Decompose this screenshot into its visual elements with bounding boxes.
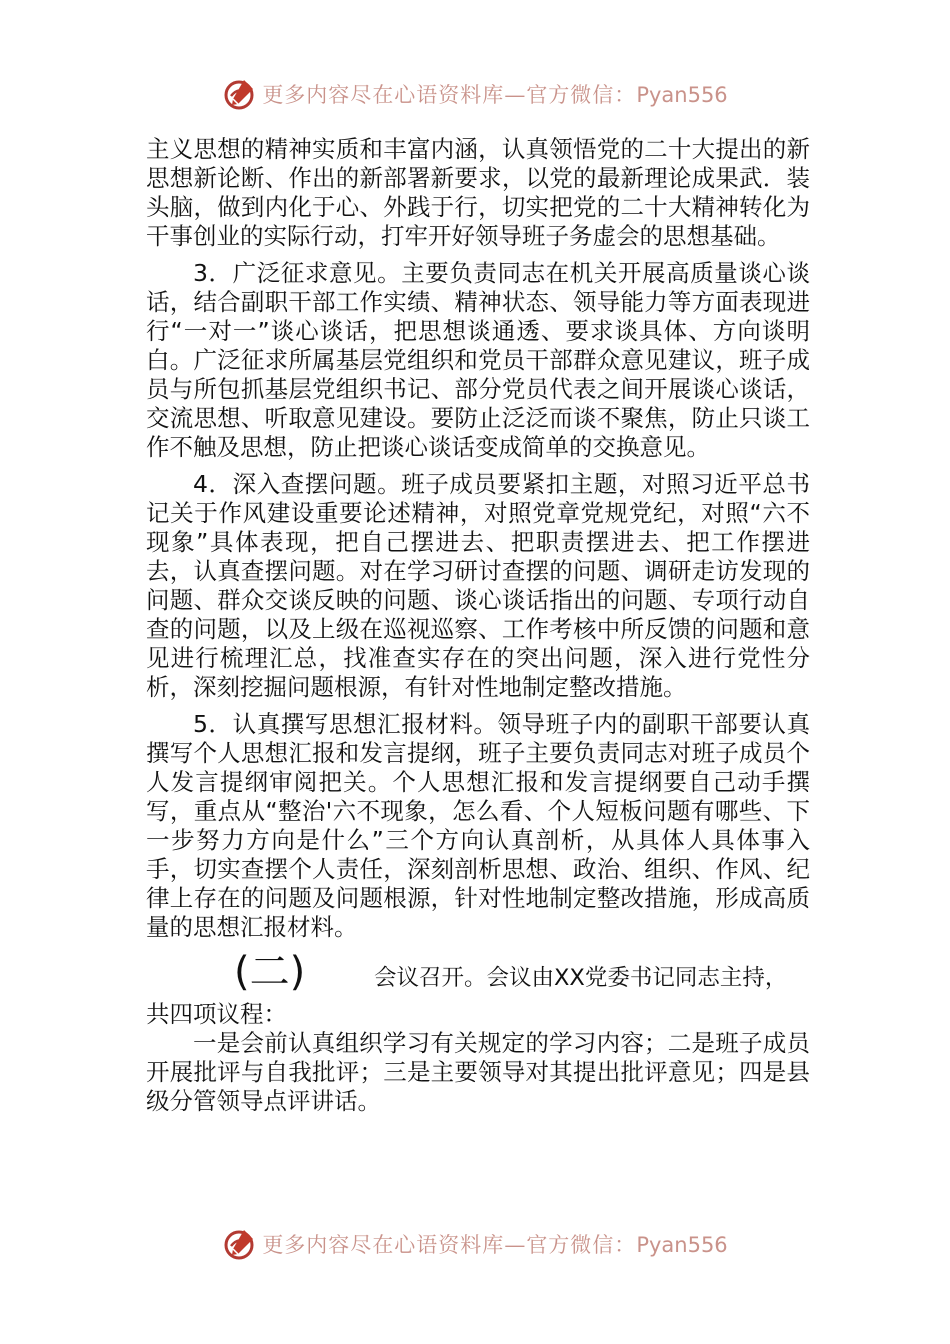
paragraph-item-3: 3．广泛征求意见。主要负责同志在机关开展高质量谈心谈话，结合副职干部工作实绩、精神状态、领导能力等方面表现进行“一对一”谈心谈话，把思想谈通透、要求谈具体、方向谈明白。广泛征求所属基层党组织和党员干部群众意见建议，班子成员与所包抓基层党组织书记、部分党员代表之间开展谈心谈话，交流思想、听取意见建设。要防止泛泛而谈不聚焦，防止只谈工作不触及思想，防止把谈心谈话变成简单的交换意见。 <box>146 259 810 461</box>
watermark-contact-id: Pyan556 <box>636 1233 728 1257</box>
pen-logo-icon <box>222 1226 258 1262</box>
section-body: 一是会前认真组织学习有关规定的学习内容；二是班子成员开展批评与自我批评；三是主要领导对其提出批评意见；四是县级分管领导点评讲话。 <box>146 1029 810 1115</box>
footer-watermark <box>0 1222 950 1266</box>
paragraph-continued: 主义思想的精神实质和丰富内涵，认真领悟党的二十大提出的新思想新论断、作出的新部署新要求，以党的最新理论成果武．装头脑，做到内化于心、外践于行，切实把党的二十大精神转化为干事创业的实际行动，打牢开好领导班子务虚会的思想基础。 <box>146 135 810 250</box>
section-title: 会议召开。会议由XX党委书记同志主持， <box>374 965 788 991</box>
watermark-contact-label: 官方微信： <box>526 83 637 107</box>
watermark-slogan: 更多内容尽在心语资料库 <box>262 83 505 107</box>
section-heading <box>146 950 810 1000</box>
watermark-contact-id: Pyan556 <box>636 83 728 107</box>
watermark-slogan: 更多内容尽在心语资料库 <box>262 1233 505 1257</box>
section-continuation: 共四项议程： <box>146 1000 287 1028</box>
watermark-contact-label: 官方微信： <box>526 1233 637 1257</box>
paragraph-item-5: 5．认真撰写思想汇报材料。领导班子内的副职干部要认真撰写个人思想汇报和发言提纲，班子主要负责同志对班子成员个人发言提纲审阅把关。个人思想汇报和发言提纲要自己动手撰写，重点从“整治'六不现象，怎么看、个人短板问题有哪些、下一步努力方向是什么”三个方向认真剖析，从具体人具体事入手，切实查摆个人责任，深刻剖析思想、政治、组织、作风、纪律上存在的问题及问题根源，针对性地制定整改措施，形成高质量的思想汇报材料。 <box>146 710 810 941</box>
section-number: (二) <box>234 949 306 995</box>
watermark-separator: — <box>504 83 527 107</box>
document-body <box>146 135 810 1124</box>
pen-logo-icon <box>222 76 258 112</box>
watermark-text <box>262 1229 727 1259</box>
header-watermark <box>0 72 950 116</box>
watermark-separator: — <box>504 1233 527 1257</box>
watermark-text <box>262 79 727 109</box>
paragraph-item-4: 4．深入查摆问题。班子成员要紧扣主题，对照习近平总书记关于作风建设重要论述精神，对照党章党规党纪，对照“六不现象”具体表现，把自己摆进去、把职责摆进去、把工作摆进去，认真查摆问题。对在学习研讨查摆的问题、调研走访发现的问题、群众交谈反映的问题、谈心谈话指出的问题、专项行动自查的问题，以及上级在巡视巡察、工作考核中所反馈的问题和意见进行梳理汇总，找准查实存在的突出问题，深入进行党性分析，深刻挖掘问题根源，有针对性地制定整改措施。 <box>146 470 810 701</box>
